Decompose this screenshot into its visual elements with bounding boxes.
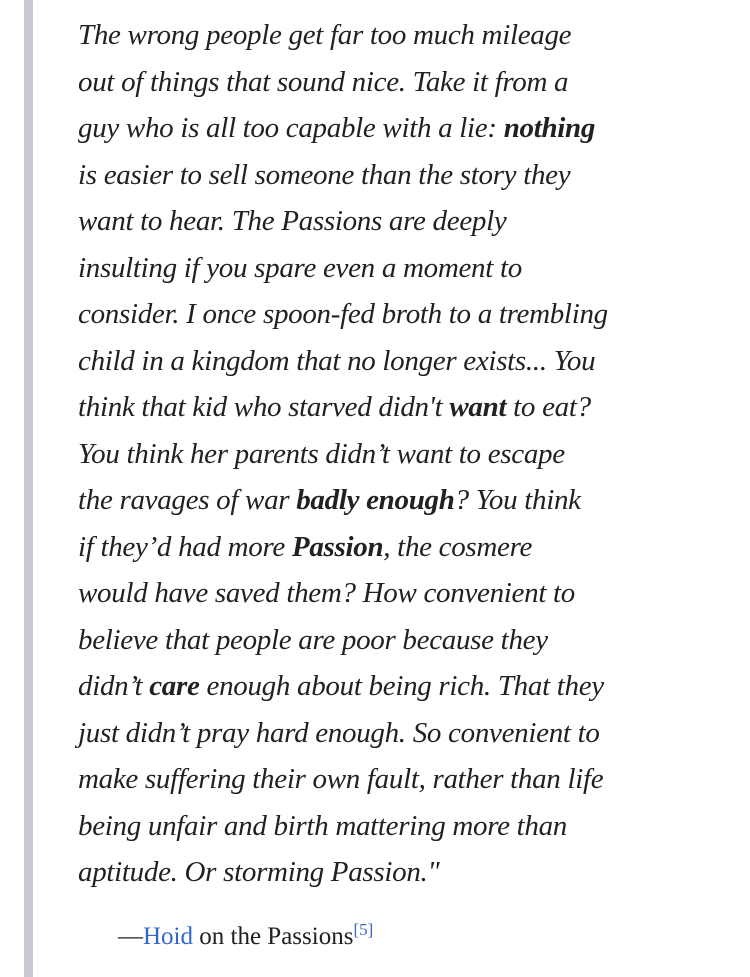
quote-line <box>78 291 748 338</box>
quote-segment: want to hear. The Passions are deeply <box>78 205 507 237</box>
citation-link[interactable]: [5] <box>353 920 374 939</box>
quote-line <box>78 338 748 385</box>
quote-segment: the ravages of war <box>78 484 297 516</box>
quote-segment: to eat? <box>506 391 591 423</box>
quote-line <box>78 617 748 664</box>
quote-segment: think that kid who starved didn't <box>78 391 450 423</box>
quote-line <box>78 384 748 431</box>
quote-line <box>78 710 748 757</box>
quote-segment: out of things that sound nice. Take it from a <box>78 65 569 98</box>
quote-segment: just didn’t pray hard enough. So convenient to <box>78 716 600 749</box>
quote-segment: is easier to sell someone than the story they <box>78 158 571 191</box>
quote-segment: consider. I once spoon-fed broth to a trembling <box>78 298 608 330</box>
emphasis-text: nothing <box>503 112 596 144</box>
quote-segment: guy who is all too capable with a lie: <box>78 112 504 144</box>
quote-segment: make suffering their own fault, rather than life <box>78 763 604 795</box>
quote-segment: didn’t <box>78 670 150 702</box>
attribution-text: on the Passions <box>193 923 354 950</box>
quote-line <box>78 431 748 478</box>
emphasis-text: Passion <box>291 530 384 563</box>
quote-line <box>78 803 748 850</box>
quote-segment: enough about being rich. That they <box>199 670 604 702</box>
quote-text <box>78 12 748 896</box>
emphasis-text: want <box>449 391 507 423</box>
quote-line <box>78 663 748 710</box>
quote-segment: believe that people are poor because they <box>78 623 548 656</box>
quote-segment: The wrong people get far too much mileage <box>78 19 572 51</box>
quote-segment: insulting if you spare even a moment to <box>78 251 522 284</box>
quote-line <box>78 245 748 292</box>
quote-segment: aptitude. Or storming Passion." <box>78 856 440 888</box>
quote-line <box>78 477 748 524</box>
quote-segment: if they’d had more <box>78 530 292 563</box>
quote-line <box>78 12 748 59</box>
quote-line <box>78 59 748 106</box>
emphasis-text: badly enough <box>296 484 455 516</box>
quote-segment: You think her parents didn’t want to escape <box>78 437 565 470</box>
quote-segment: would have saved them? How convenient to <box>78 577 575 609</box>
quote-segment: ? You think <box>454 484 581 516</box>
quote-line <box>78 849 748 896</box>
emphasis-text: care <box>149 670 200 702</box>
quote-attribution <box>118 920 373 951</box>
blockquote-border <box>24 0 33 977</box>
quote-line <box>78 198 748 245</box>
quote-segment: child in a kingdom that no longer exists... You <box>78 344 596 377</box>
quote-segment: , the cosmere <box>383 530 533 563</box>
quote-line <box>78 152 748 199</box>
quote-segment: being unfair and birth mattering more than <box>78 809 567 842</box>
attribution-dash: — <box>118 923 143 950</box>
quote-line <box>78 570 748 617</box>
author-link[interactable]: Hoid <box>143 923 193 950</box>
quote-line <box>78 756 748 803</box>
quote-line <box>78 524 748 571</box>
quote-line <box>78 105 748 152</box>
